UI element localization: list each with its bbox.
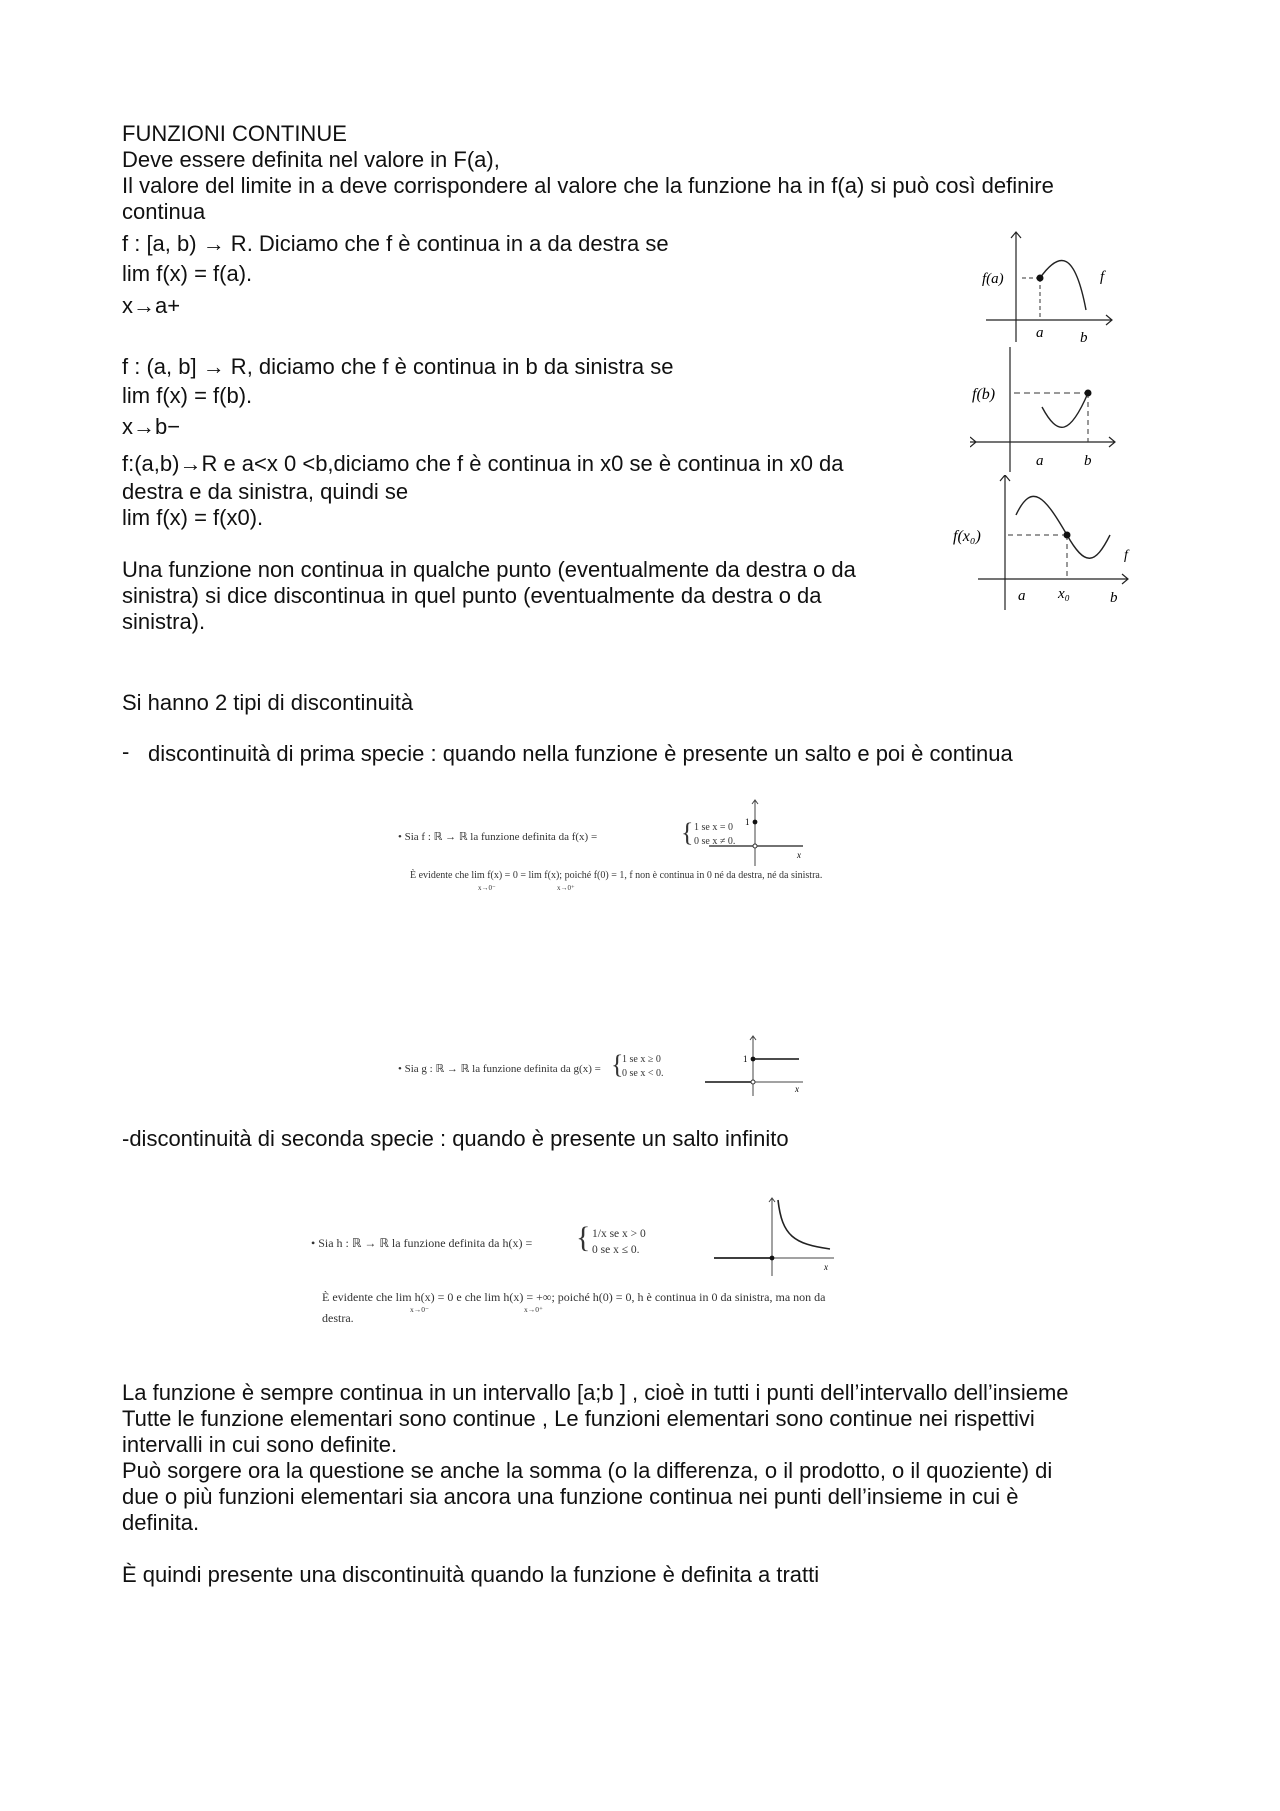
- point-def-line-3: lim f(x) = f(x0).: [122, 505, 264, 530]
- graph-point-continuity: [950, 475, 1135, 610]
- example-f-case1: 1 se x = 0: [694, 822, 733, 833]
- example-f-one: 1: [745, 817, 750, 827]
- brace-g: {: [611, 1050, 624, 1079]
- left-def-line-1: f : (a, b] → R, diciamo che f è continua in b da sinistra se: [122, 354, 674, 379]
- example-f-note: È evidente che lim f(x) = 0 = lim f(x); poiché f(0) = 1, f non è continua in 0 né da destra, né da sinistra.: [410, 870, 823, 881]
- discontinuous-line-3: sinistra).: [122, 609, 206, 634]
- label-b3: b: [1110, 590, 1118, 606]
- example-h-note-1: È evidente che lim h(x) = 0 e che lim h(x) = +∞; poiché h(0) = 0, h è continua in 0 da sinistra, ma non da: [322, 1290, 826, 1304]
- example-h-label: • Sia h : ℝ → ℝ la funzione definita da h(x) =: [311, 1236, 533, 1250]
- final-line: È quindi presente una discontinuità quando la funzione è definita a tratti: [122, 1562, 820, 1587]
- label-b: b: [1080, 330, 1088, 345]
- label-f3: f: [1124, 548, 1128, 563]
- label-x0: x₀: [1058, 586, 1070, 602]
- example-h-x: x: [824, 1262, 828, 1272]
- graph-right-continuity: [980, 230, 1120, 345]
- label-b2: b: [1084, 453, 1092, 469]
- closing-line-6: definita.: [122, 1510, 200, 1535]
- label-f: f: [1100, 269, 1105, 285]
- graph-example-h: [712, 1196, 837, 1276]
- example-h-sub1: x→0⁻: [410, 1305, 429, 1314]
- example-g-x: x: [795, 1084, 799, 1094]
- example-f-sub1: x→0⁻: [478, 884, 496, 892]
- example-g-label: • Sia g : ℝ → ℝ la funzione definita da g(x) =: [398, 1063, 601, 1075]
- intro-line-2: Il valore del limite in a deve corrispondere al valore che la funzione ha in f(a) si può così definire: [122, 173, 1054, 198]
- left-def-line-3: x→b−: [122, 414, 181, 439]
- first-kind-text: discontinuità di prima specie : quando nella funzione è presente un salto e poi è continua: [148, 741, 1013, 766]
- discontinuous-line-2: sinistra) si dice discontinua in quel punto (eventualmente da destra o da: [122, 583, 822, 608]
- graph-example-g: [703, 1034, 808, 1096]
- label-a2: a: [1036, 453, 1044, 469]
- discontinuous-line-1: Una funzione non continua in qualche punto (eventualmente da destra o da: [122, 557, 856, 582]
- label-a: a: [1036, 325, 1044, 341]
- example-f-x: x: [797, 850, 801, 860]
- closing-line-1: La funzione è sempre continua in un intervallo [a;b ] , cioè in tutti i punti dell’intervallo dell’insieme: [122, 1380, 1069, 1405]
- page-title: FUNZIONI CONTINUE: [122, 121, 347, 146]
- example-g-one: 1: [743, 1054, 748, 1064]
- example-f-label: • Sia f : ℝ → ℝ la funzione definita da f(x) =: [398, 831, 598, 843]
- point-def-line-2: destra e da sinistra, quindi se: [122, 479, 409, 504]
- closing-line-3: intervalli in cui sono definite.: [122, 1432, 398, 1457]
- point-def-line-1: f:(a,b)→R e a<x 0 <b,diciamo che f è continua in x0 se è continua in x0 da: [122, 451, 844, 476]
- second-kind-text: -discontinuità di seconda specie : quando è presente un salto infinito: [122, 1126, 789, 1151]
- example-f-sub2: x→0⁺: [557, 884, 575, 892]
- closing-line-2: Tutte le funzione elementari sono continue , Le funzioni elementari sono continue nei rispettivi: [122, 1406, 1035, 1431]
- right-def-line-2: lim f(x) = f(a).: [122, 261, 253, 286]
- brace-h: {: [576, 1221, 591, 1254]
- label-a3: a: [1018, 588, 1026, 604]
- left-def-line-2: lim f(x) = f(b).: [122, 383, 253, 408]
- example-h-note-2: destra.: [322, 1311, 354, 1325]
- right-def-line-1: f : [a, b) → R. Diciamo che f è continua in a da destra se: [122, 231, 669, 256]
- types-heading: Si hanno 2 tipi di discontinuità: [122, 690, 414, 715]
- graph-example-f: [705, 798, 805, 868]
- intro-line-1: Deve essere definita nel valore in F(a),: [122, 147, 500, 172]
- label-fb: f(b): [972, 386, 996, 403]
- example-h-case2: 0 se x ≤ 0.: [592, 1244, 640, 1256]
- example-g-case1: 1 se x ≥ 0: [622, 1054, 661, 1065]
- example-f-case2: 0 se x ≠ 0.: [694, 836, 736, 847]
- first-kind-bullet: -: [122, 739, 130, 764]
- graph-left-continuity: [970, 347, 1120, 472]
- example-h-sub2: x→0⁺: [524, 1305, 543, 1314]
- intro-line-3: continua: [122, 199, 206, 224]
- right-def-line-3: x→a+: [122, 293, 181, 318]
- example-h-case1: 1/x se x > 0: [592, 1228, 646, 1240]
- brace-f: {: [681, 818, 694, 847]
- example-g-case2: 0 se x < 0.: [622, 1068, 664, 1079]
- label-fx0: f(x₀): [953, 528, 981, 545]
- label-fa: f(a): [982, 271, 1004, 287]
- closing-line-5: due o più funzioni elementari sia ancora una funzione continua nei punti dell’insieme in cui è: [122, 1484, 1019, 1509]
- closing-line-4: Può sorgere ora la questione se anche la somma (o la differenza, o il prodotto, o il quoziente) di: [122, 1458, 1053, 1483]
